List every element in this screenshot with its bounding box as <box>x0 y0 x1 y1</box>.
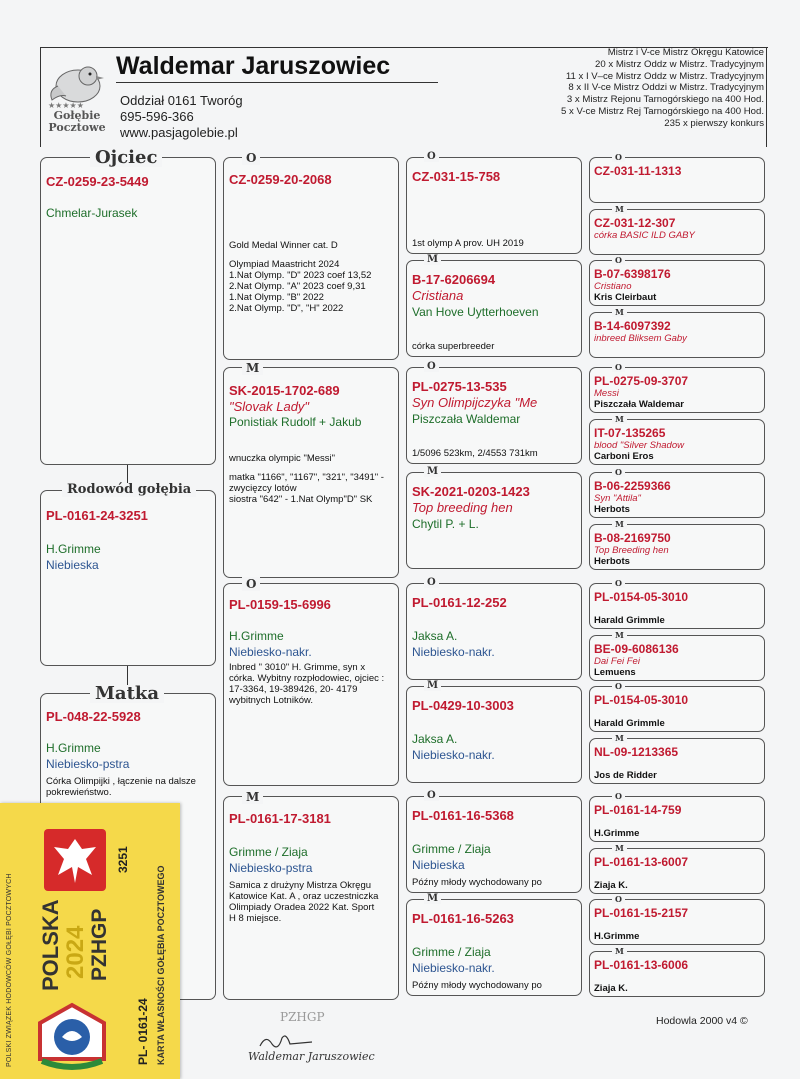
sticker-number: 3251 <box>116 846 130 873</box>
sticker-ring: PL- 0161-24 <box>136 998 150 1065</box>
gen3-note: córka superbreeder <box>412 341 495 352</box>
gen4-card <box>589 472 765 518</box>
note-line: 2.Nat Olymp. "D", "H" 2022 <box>229 303 344 314</box>
gen4-card <box>589 419 765 465</box>
gen4-sex: O <box>612 255 625 265</box>
note-line: Olympiad Maastricht 2024 <box>229 259 340 270</box>
gen4-sex: M <box>612 733 627 743</box>
grandsire-paternal-card <box>223 157 399 360</box>
gen3-color: Niebieska <box>412 858 465 872</box>
gen4-card <box>589 524 765 570</box>
gen4-sex: M <box>612 519 627 529</box>
gen4-breeder: Kris Cleirbaut <box>594 292 657 303</box>
gen3-ring: PL-0429-10-3003 <box>412 698 514 713</box>
sticker-country: POLSKA <box>38 899 63 991</box>
gen4-ring: PL-0161-13-6006 <box>594 958 689 972</box>
dam-breeder: H.Grimme <box>46 741 101 755</box>
gen4-breeder: Herbots <box>594 556 630 567</box>
dam-ring: PL-048-22-5928 <box>46 709 141 724</box>
gs-m-note: Inbred " 3010" H. Grimme, syn x córka. Wybitny rozpłodowiec, ojciec : 17-3364, 19-389426, 20- 4179 wybitnych Lotników. <box>229 662 385 706</box>
gen4-breeder: Ziaja K. <box>594 880 628 891</box>
gen4-ring: PL-0154-05-3010 <box>594 693 689 707</box>
gen4-ring: NL-09-1213365 <box>594 745 679 759</box>
sire-ring: CZ-0259-23-5449 <box>46 174 149 189</box>
gen4-ring: B-08-2169750 <box>594 531 671 545</box>
gen4-ring: PL-0161-13-6007 <box>594 855 689 869</box>
gen4-ring: PL-0154-05-3010 <box>594 590 689 604</box>
sticker-year: 2024 <box>62 925 89 979</box>
sticker-card-title: KARTA WŁASNOŚCI GOŁĘBIA POCZTOWEGO <box>156 865 166 1065</box>
gen4-card <box>589 312 765 358</box>
gen4-card <box>589 951 765 997</box>
gs-p-ring: CZ-0259-20-2068 <box>229 172 332 187</box>
gen4-sex: M <box>612 414 627 424</box>
note-line: 1.Nat Olymp. "D" 2023 coef 13,52 <box>229 270 372 281</box>
gen3-name: Syn Olimpijczyka "Me <box>412 395 538 410</box>
dam-color: Niebiesko-pstra <box>46 757 130 771</box>
gen4-card <box>589 157 765 203</box>
gs-m-color: Niebiesko-nakr. <box>229 645 312 659</box>
achievement-line: 235 x pierwszy konkurs <box>664 117 764 129</box>
gen4-ring: BE-09-6086136 <box>594 642 679 656</box>
granddam-paternal-card <box>223 367 399 578</box>
name-underline <box>116 82 438 83</box>
gen3-name: Cristiana <box>412 288 464 303</box>
gen4-card <box>589 899 765 945</box>
gen4-sex: M <box>612 843 627 853</box>
gs-m-sex: O <box>242 577 260 591</box>
gd-m-note: Samica z drużyny Mistrza Okręgu Katowice Kat. A , oraz uczestniczka Olimpiady Oradea 2022 Kat. Sport H 8 miejsce. <box>229 880 379 924</box>
sire-label: Ojciec <box>90 149 162 167</box>
grandsire-maternal-card <box>223 583 399 786</box>
sticker-union: POLSKI ZWIĄZEK HODOWCÓW GOŁĘBI POCZTOWYCH <box>6 873 13 1067</box>
gen4-sex: M <box>612 307 627 317</box>
breeder-name: Waldemar Jaruszowiec <box>116 52 391 80</box>
sire-breeder: Chmelar-Jurasek <box>46 206 138 220</box>
gen3-breeder: Grimme / Ziaja <box>412 842 491 856</box>
gen4-card <box>589 738 765 784</box>
signature-scribble-icon <box>256 1030 316 1052</box>
note-line: wnuczka olympic "Messi" <box>229 453 335 464</box>
gen3-color: Niebiesko-nakr. <box>412 645 495 659</box>
logo-line1: Gołębie <box>53 109 101 122</box>
note-line <box>229 251 393 259</box>
gen3-ring: CZ-031-15-758 <box>412 169 501 184</box>
pzhgp-logo-icon <box>32 999 112 1073</box>
gen4-ring: B-14-6097392 <box>594 319 671 333</box>
gen3-card <box>406 367 582 464</box>
achievement-line: 20 x Mistrz Oddz w Mistrz. Tradycyjnym <box>595 58 764 70</box>
gs-m-ring: PL-0159-15-6996 <box>229 597 331 612</box>
gen4-breeder: Ziaja K. <box>594 983 628 994</box>
gen4-sex: O <box>612 152 625 162</box>
gd-m-breeder: Grimme / Ziaja <box>229 845 308 859</box>
gen4-breeder: Piszczała Waldemar <box>594 399 684 410</box>
gen4-ring: PL-0161-14-759 <box>594 803 682 817</box>
gen4-name: Syn "Attila" <box>594 493 641 504</box>
gen4-card <box>589 367 765 413</box>
gen3-note: 1st olymp A prov. UH 2019 <box>412 238 524 249</box>
gd-m-ring: PL-0161-17-3181 <box>229 811 331 826</box>
gen4-name: Messi <box>594 388 619 399</box>
gen3-color: Niebiesko-nakr. <box>412 748 495 762</box>
subject-breeder: H.Grimme <box>46 542 101 556</box>
gen4-ring: B-07-6398176 <box>594 267 671 281</box>
pigeon-logo-icon <box>44 56 108 110</box>
footer-signature: Waldemar Jaruszowiec <box>248 1050 375 1063</box>
gen4-card <box>589 260 765 306</box>
note-line: Gold Medal Winner cat. D <box>229 240 338 251</box>
gen3-card <box>406 157 582 254</box>
dam-note: Córka Olimpijki , łączenie na dalsze pokrewieństwo. <box>46 776 196 798</box>
sticker-org: PZHGP <box>88 908 111 981</box>
gen3-note: 1/5096 523km, 2/4553 731km <box>412 448 538 459</box>
sire-card <box>40 157 216 465</box>
gen3-note: Późny młody wychodowany po <box>412 877 542 888</box>
branch-text: Oddział 0161 Tworóg <box>120 93 243 108</box>
gen3-ring: B-17-6206694 <box>412 272 496 287</box>
header-left-line <box>40 47 41 147</box>
gen3-card <box>406 796 582 893</box>
gen3-sex: M <box>424 255 441 265</box>
gen3-sex: O <box>424 791 439 801</box>
gd-p-notes <box>229 453 393 505</box>
website-link[interactable]: www.pasjagolebie.pl <box>120 125 238 140</box>
gen4-card <box>589 209 765 255</box>
gen4-name: Cristiano <box>594 281 632 292</box>
gen3-ring: PL-0161-16-5368 <box>412 808 514 823</box>
gen4-card <box>589 848 765 894</box>
gd-p-ring: SK-2015-1702-689 <box>229 383 340 398</box>
gd-p-sex: M <box>242 361 263 375</box>
gen4-sex: O <box>612 467 625 477</box>
subject-ring: PL-0161-24-3251 <box>46 508 148 523</box>
gen4-ring: B-06-2259366 <box>594 479 671 493</box>
footer-version: Hodowla 2000 v4 © <box>656 1015 748 1027</box>
subject-color: Niebieska <box>46 558 99 572</box>
gen3-ring: PL-0275-13-535 <box>412 379 507 394</box>
gen4-sex: M <box>612 946 627 956</box>
svg-text:★★★★★: ★★★★★ <box>48 101 84 110</box>
gd-m-sex: M <box>242 790 263 804</box>
ownership-sticker <box>0 803 180 1079</box>
granddam-maternal-card <box>223 796 399 1000</box>
gen3-note: Późny młody wychodowany po <box>412 980 542 991</box>
gen3-color: Niebiesko-nakr. <box>412 961 495 975</box>
gen4-card <box>589 686 765 732</box>
gen4-card <box>589 583 765 629</box>
gen3-breeder: Jaksa A. <box>412 732 458 746</box>
gen3-card <box>406 260 582 357</box>
gs-m-breeder: H.Grimme <box>229 629 284 643</box>
gen4-ring: PL-0275-09-3707 <box>594 374 689 388</box>
gen3-ring: PL-0161-16-5263 <box>412 911 514 926</box>
achievement-line: 11 x I V–ce Mistrz Oddz w Mistrz. Tradycyjnym <box>565 70 764 82</box>
note-line: 1.Nat Olymp. "B" 2022 <box>229 292 324 303</box>
gen4-name: Dai Fei Fei <box>594 656 640 667</box>
gen3-breeder: Grimme / Ziaja <box>412 945 491 959</box>
gen4-sex: O <box>612 362 625 372</box>
gen4-sex: O <box>612 681 625 691</box>
achievement-line: 8 x II V-ce Mistrz Oddzi w Mistrz. Tradycyjnym <box>568 82 764 94</box>
gen4-breeder: Herbots <box>594 504 630 515</box>
gen4-ring: PL-0161-15-2157 <box>594 906 689 920</box>
gen3-sex: O <box>424 152 439 162</box>
gen3-card <box>406 686 582 783</box>
gen4-sex: M <box>612 204 627 214</box>
gen4-breeder: Harald Grimmle <box>594 718 665 729</box>
note-line: siostra "642" - 1.Nat Olymp"D" SK <box>229 494 373 505</box>
gd-p-breeder: Ponistiak Rudolf + Jakub <box>229 415 362 429</box>
gen4-breeder: H.Grimme <box>594 931 640 942</box>
gen3-breeder: Piszczała Waldemar <box>412 412 521 426</box>
gen3-breeder: Van Hove Uytterhoeven <box>412 305 539 319</box>
gen4-sex: M <box>612 630 627 640</box>
gen3-name: Top breeding hen <box>412 500 513 515</box>
gen3-sex: M <box>424 467 441 477</box>
polish-eagle-emblem-icon <box>40 825 110 895</box>
achievements-list <box>561 47 764 130</box>
footer-stamp: PZHGP <box>280 1010 325 1024</box>
gen3-breeder: Jaksa A. <box>412 629 458 643</box>
gen4-card <box>589 635 765 681</box>
gen4-breeder: Lemuens <box>594 667 636 678</box>
phone-text: 695-596-366 <box>120 109 194 124</box>
gen4-card <box>589 796 765 842</box>
achievement-line: 5 x V-ce Mistrz Rej Tarnogórskiego na 400 Hod. <box>561 105 764 117</box>
gen3-ring: SK-2021-0203-1423 <box>412 484 530 499</box>
gen3-sex: M <box>424 681 441 691</box>
gd-m-color: Niebiesko-pstra <box>229 861 313 875</box>
gen3-card <box>406 899 582 996</box>
achievement-line: 3 x Mistrz Rejonu Tarnogórskiego na 400 Hod. <box>566 94 764 106</box>
club-logo <box>44 56 108 136</box>
gen3-card <box>406 472 582 569</box>
gen4-name: córka BASIC ILD GABY <box>594 230 695 241</box>
gen4-ring: CZ-031-11-1313 <box>594 164 682 178</box>
dam-label: Matka <box>90 685 164 703</box>
gen3-breeder: Chytil P. + L. <box>412 517 479 531</box>
gen3-sex: O <box>424 362 439 372</box>
gen4-breeder: Jos de Ridder <box>594 770 657 781</box>
gen4-breeder: Carboni Eros <box>594 451 654 462</box>
subject-card <box>40 490 216 666</box>
achievement-line: Mistrz i V-ce Mistrz Okręgu Katowice <box>607 47 764 58</box>
gen3-sex: M <box>424 894 441 904</box>
gen4-name: Top Breeding hen <box>594 545 669 556</box>
logo-line2: Pocztowe <box>48 121 106 134</box>
header-right-line <box>766 47 767 147</box>
note-line: matka "1166", "1167", "321", "3491" - zwycięzcy lotów <box>229 472 384 494</box>
gen4-sex: O <box>612 894 625 904</box>
pedigree-label: Rodowód gołębia <box>62 483 196 497</box>
gen4-name: blood "Silver Shadow <box>594 440 684 451</box>
gs-p-sex: O <box>242 151 260 165</box>
gs-p-notes <box>229 240 393 314</box>
gen3-card <box>406 583 582 680</box>
gen3-ring: PL-0161-12-252 <box>412 595 507 610</box>
note-line: 2.Nat Olymp. "A" 2023 coef 9,31 <box>229 281 366 292</box>
gen4-ring: IT-07-135265 <box>594 426 666 440</box>
gen4-breeder: Harald Grimmle <box>594 615 665 626</box>
gen4-sex: O <box>612 578 625 588</box>
gen4-breeder: H.Grimme <box>594 828 640 839</box>
gd-p-name: "Slovak Lady" <box>229 399 310 414</box>
gen4-name: inbreed Bliksem Gaby <box>594 333 687 344</box>
note-line <box>229 464 393 472</box>
gen4-sex: O <box>612 791 625 801</box>
gen4-ring: CZ-031-12-307 <box>594 216 676 230</box>
gen3-sex: O <box>424 578 439 588</box>
